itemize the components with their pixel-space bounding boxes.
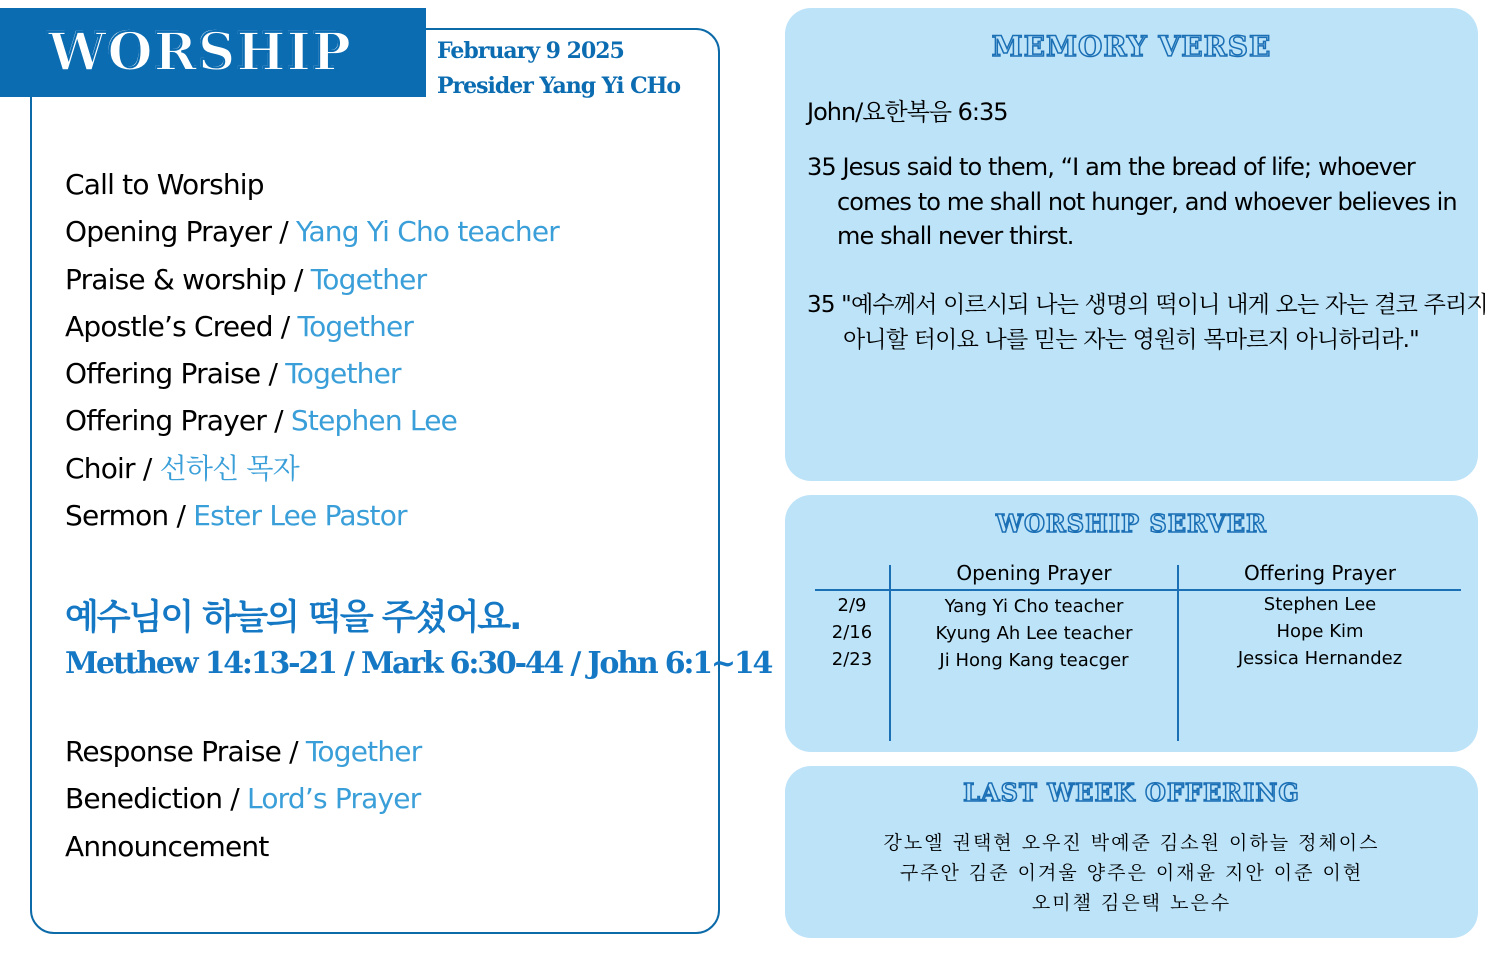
order-item-label: Sermon (65, 499, 169, 533)
row-offering-prayer: Jessica Hernandez (1237, 648, 1403, 669)
memory-verse-title: MEMORY VERSE (991, 30, 1272, 63)
order-item-label: Offering Praise (65, 357, 261, 391)
offering-names-line: 강노엘 권택현 오우진 박예준 김소원 이하늘 정체이스 (883, 832, 1380, 854)
order-item-response-praise (65, 732, 421, 779)
order-item-praise-worship (65, 260, 559, 307)
table-header-divider (815, 589, 1461, 591)
separator: / (134, 451, 160, 485)
worship-server-panel (785, 495, 1478, 752)
row-offering-prayer: Stephen Lee (1263, 594, 1377, 615)
order-item-call-to-worship (65, 165, 559, 212)
sermon-scripture-references: Metthew 14:13-21 / Mark 6:30-44 / John 6:1~14 (65, 646, 772, 681)
order-item-leader: Together (297, 309, 414, 343)
last-week-offering-title: LAST WEEK OFFERING (963, 778, 1300, 807)
order-item-leader: Lord’s Prayer (247, 782, 421, 816)
offering-names-line: 구주안 김준 이겨울 양주은 이재윤 지안 이준 이현 (899, 862, 1364, 884)
row-date: 2/16 (831, 622, 873, 643)
order-item-leader: 선하신 목자 (159, 451, 299, 485)
row-offering-prayer: Hope Kim (1276, 621, 1364, 642)
memory-verse-panel (785, 8, 1488, 481)
column-header-opening-prayer: Opening Prayer (956, 561, 1112, 585)
separator: / (260, 357, 286, 391)
separator: / (271, 215, 296, 249)
order-of-worship-list-closing (65, 732, 421, 874)
order-item-opening-prayer (65, 212, 559, 259)
order-item-label: Response Praise (65, 735, 282, 768)
worship-server-table (815, 561, 1463, 741)
order-item-offering-praise (65, 354, 559, 401)
order-item-sermon (65, 496, 559, 543)
order-of-worship-list (65, 165, 559, 543)
order-item-leader: Ester Lee Pastor (193, 499, 407, 533)
separator: / (285, 262, 311, 296)
column-header-offering-prayer: Offering Prayer (1244, 561, 1396, 585)
order-item-leader: Yang Yi Cho teacher (296, 215, 559, 249)
verse-korean: 35 "예수께서 이르시되 나는 생명의 떡이니 내게 오는 자는 결코 주리지 아니할 터이요 나를 믿는 자는 영원히 목마르지 아니하리라." (807, 292, 1488, 353)
order-item-leader: Together (305, 735, 422, 768)
separator: / (272, 309, 298, 343)
verse-english: 35 Jesus said to them, “I am the bread of life; whoever comes to me shall not hunger, and whoever believes in me shall never thirst. (807, 153, 1457, 250)
sermon-title: 예수님이 하늘의 떡을 주셨어요. (65, 598, 521, 638)
worship-date: February 9 2025 (437, 38, 624, 64)
order-item-leader: Stephen Lee (290, 404, 458, 438)
row-opening-prayer: Ji Hong Kang teacger (939, 650, 1129, 671)
offering-names (785, 828, 1478, 918)
order-item-offering-prayer (65, 401, 559, 448)
worship-title: WORSHIP (48, 22, 353, 83)
last-week-offering-panel (785, 766, 1478, 938)
separator: / (222, 782, 248, 816)
separator: / (266, 404, 291, 438)
order-item-label: Call to Worship (65, 168, 264, 201)
order-item-label: Opening Prayer (65, 215, 272, 249)
worship-server-title: WORSHIP SERVER (995, 509, 1267, 538)
order-item-label: Apostle’s Creed (65, 309, 273, 343)
separator: / (168, 499, 194, 533)
order-item-leader: Together (285, 357, 401, 391)
row-opening-prayer: Yang Yi Cho teacher (944, 596, 1124, 617)
row-date: 2/9 (837, 595, 867, 616)
order-item-choir (65, 449, 559, 496)
separator: / (281, 735, 306, 768)
order-item-label: Benediction (65, 782, 223, 816)
order-item-leader: Together (310, 262, 427, 296)
order-item-label: Offering Prayer (65, 404, 267, 438)
order-item-label: Announcement (65, 829, 269, 863)
worship-presider: Presider Yang Yi CHo (437, 73, 681, 99)
row-date: 2/23 (831, 649, 873, 670)
row-opening-prayer: Kyung Ah Lee teacher (935, 623, 1133, 644)
offering-names-line: 오미챌 김은택 노은수 (1031, 892, 1232, 914)
order-item-announcement (65, 827, 421, 874)
order-item-label: Choir (65, 451, 135, 485)
order-item-benediction (65, 779, 421, 826)
order-item-apostles-creed (65, 307, 559, 354)
order-item-label: Praise & worship (65, 262, 286, 296)
verse-reference: John/요한복음 6:35 (807, 98, 1008, 126)
